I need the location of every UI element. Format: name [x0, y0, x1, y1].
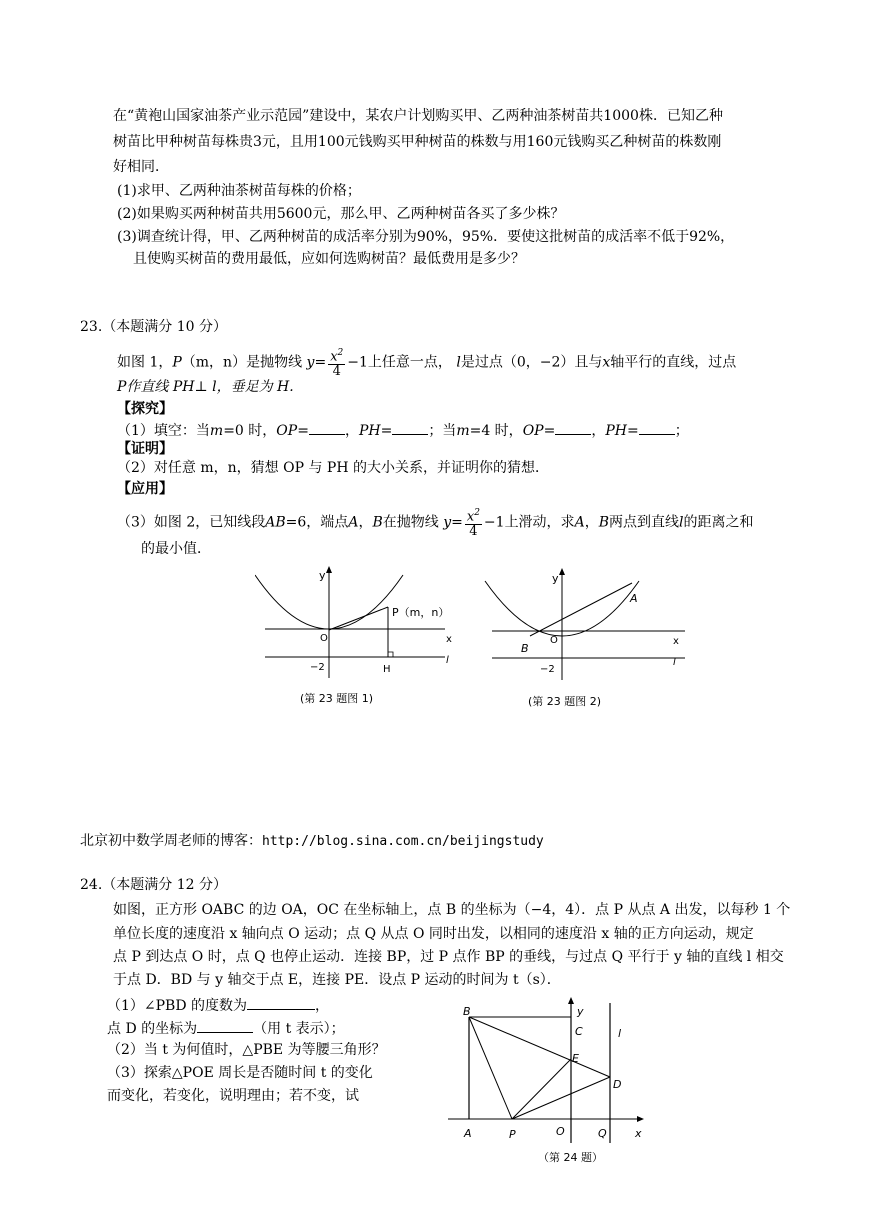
q23-fill-eq2: = [380, 423, 393, 439]
q23-apply-e: 上滑动，求 [504, 514, 575, 531]
fig24-label-O: O [556, 1125, 565, 1138]
fig1-label-y: y [319, 569, 326, 582]
q23-fill-b: =0 时， [223, 423, 277, 439]
q23-intro-d: 轴平行的直线，过点 [610, 354, 737, 371]
q23-frac-num: x [330, 349, 338, 365]
fig24-segment-PE [512, 1059, 571, 1119]
fig1-label-O: O [320, 633, 328, 644]
q23-frac-den: 4 [332, 364, 341, 380]
fig1-right-angle-icon [388, 652, 393, 657]
q23-apply-minus1: −1 [483, 514, 505, 531]
q23-fill-end: ； [674, 423, 689, 439]
q24-sub-1b [107, 1016, 345, 1041]
q23-intro-mn: （m，n）是抛物线 [181, 354, 303, 371]
blog-url[interactable]: http://blog.sina.com.cn/beijingstudy [262, 834, 544, 849]
q23-apply-B: B [372, 514, 383, 531]
q23-fraction [328, 346, 345, 379]
q23-apply-frac-num: x [466, 509, 475, 525]
fig1-label-x: x [446, 634, 452, 645]
q23-blank-PH1[interactable] [392, 418, 428, 435]
q23-minus1: −1 [347, 354, 368, 371]
q23-heading: 23.（本题满分 10 分） [80, 319, 227, 335]
q22-part-1: (1)求甲、乙两种油茶树苗每株的价格； [117, 183, 361, 199]
fig2-label-B: B [521, 642, 529, 655]
fig24-label-P: P [509, 1128, 516, 1141]
q23-apply-g: 的距离之和 [683, 514, 754, 531]
fig2-segment-AB [530, 583, 632, 636]
fig1-label-m2: −2 [310, 662, 325, 673]
q24-s1b: ， [315, 998, 330, 1014]
fig2-label-O: O [550, 635, 558, 646]
fig1-label-H: H [383, 664, 391, 675]
q24-s1a: （1）∠PBD 的度数为 [107, 998, 248, 1014]
fig24-label-D: D [613, 1078, 622, 1091]
q23-fill-eq4: = [626, 423, 639, 439]
q24-heading: 24.（本题满分 12 分） [80, 877, 227, 893]
q23-proof: （2）对任意 m，n，猜想 OP 与 PH 的大小关系，并证明你的猜想． [117, 460, 549, 476]
q23-blank-OP1[interactable] [309, 418, 345, 435]
fig24-label-x: x [635, 1127, 642, 1140]
blog-line [80, 830, 544, 853]
q23-intro-2: P作直线 PH⊥ l，垂足为 H. [117, 379, 294, 395]
q23-apply-AB: AB [265, 514, 286, 531]
q23-figure-2 [480, 563, 690, 683]
q23-fill-c1: ， [344, 423, 359, 439]
q22-line-1: 在“黄袍山国家油茶产业示范园”建设中，某农户计划购买甲、乙两种油茶树苗共1000株．已知乙种 [113, 108, 723, 124]
fig24-label-y: y [577, 1005, 584, 1018]
fig24-label-l: l [618, 1027, 622, 1040]
blog-label: 北京初中数学周老师的博客： [80, 833, 262, 849]
q23-apply [117, 506, 753, 539]
q24-blank-D[interactable] [197, 1016, 253, 1033]
q23-apply-A: A [348, 514, 359, 531]
fig2-y-arrow-icon [559, 568, 565, 575]
q23-apply-eq-sign: = [451, 514, 463, 531]
q24-blank-angle[interactable] [247, 993, 315, 1010]
q23-fill-PH2: PH [605, 423, 627, 439]
fig24-label-B: B [463, 1005, 471, 1018]
q23-intro-x: x [602, 354, 611, 371]
q23-apply-c: ， [358, 514, 373, 531]
fig24-label-C: C [575, 1025, 583, 1038]
q23-fill-d: ；当 [428, 423, 457, 439]
q24-line-1: 如图，正方形 OABC 的边 OA，OC 在坐标轴上，点 B 的坐标为（−4，4）．点 P 从点 A 出发，以每秒 1 个 [113, 902, 791, 918]
q23-intro-a: 如图 1， [117, 354, 173, 371]
q23-fig1-caption: (第 23 题图 1) [300, 692, 374, 705]
q23-apply-2: 的最小值． [141, 541, 211, 557]
q22-part-3a: (3)调查统计得，甲、乙两种树苗的成活率分别为90%，95%．要使这批树苗的成活率不低于92%， [117, 229, 735, 245]
q23-apply-f: 两点到直线 [608, 514, 679, 531]
q23-eq-sign: = [314, 354, 327, 371]
q23-fig2-caption: (第 23 题图 2) [528, 695, 602, 708]
q23-intro-b: 上任意一点， [367, 354, 452, 371]
q23-tag-proof: 【证明】 [117, 441, 173, 457]
q24-fig-caption: （第 24 题） [538, 1151, 603, 1164]
q23-apply-d: 在抛物线 [382, 514, 439, 531]
fig2-label-x: x [673, 636, 679, 647]
q24-s1d: （用 t 表示）； [253, 1021, 345, 1037]
q23-apply-c2: ， [584, 514, 599, 531]
q23-blank-OP2[interactable] [555, 418, 591, 435]
fig1-y-arrow-icon [326, 566, 332, 573]
q23-fill-c2: ， [591, 423, 606, 439]
q23-frac-sup: 2 [337, 348, 344, 358]
fig24-label-A: A [464, 1127, 472, 1140]
fig24-segment-PD [512, 1077, 610, 1119]
q23-fill-eq3: = [543, 423, 556, 439]
q22-part-3b: 且使购买树苗的费用最低，应如何选购树苗？最低费用是多少？ [133, 251, 525, 267]
q22-line-3: 好相同． [113, 159, 169, 175]
q24-sub-3b: 而变化，若变化，说明理由；若不变，试 [107, 1088, 359, 1104]
fig24-label-E: E [572, 1052, 579, 1065]
q24-s1c: 点 D 的坐标为 [107, 1021, 198, 1037]
q23-fill-e: =4 时， [469, 423, 523, 439]
q23-figure-1 [255, 563, 455, 681]
fig2-label-l: l [673, 657, 676, 668]
q23-fill-m4: m [456, 423, 470, 439]
q23-fill-eq1: = [297, 423, 309, 439]
q23-tag-apply: 【应用】 [117, 481, 173, 497]
q23-apply-b: =6，端点 [285, 514, 349, 531]
q23-apply-fraction [465, 506, 482, 539]
q23-fill-a: （1）填空：当 [117, 423, 210, 439]
q23-fill-m0: m [209, 423, 224, 439]
q23-tag-explore: 【探究】 [117, 401, 173, 417]
fig2-label-A: A [630, 592, 638, 605]
q23-intro-l: l [456, 354, 461, 371]
q22-part-2: (2)如果购买两种树苗共用5600元，那么甲、乙两种树苗各买了多少株？ [117, 206, 565, 222]
q23-intro [117, 346, 736, 379]
q22-line-2: 树苗比甲种树苗每株贵3元，且用100元钱购买甲种树苗的株数与用160元钱购买乙种树苗的株数刚 [113, 134, 722, 150]
q23-eq-y: y [306, 354, 315, 371]
q23-fill-PH1: PH [358, 423, 381, 439]
q24-figure [448, 993, 658, 1148]
fig24-y-arrow-icon [568, 997, 574, 1004]
q23-apply-eq-y: y [443, 514, 452, 531]
q24-line-4: 于点 D．BD 与 y 轴交于点 E，连接 PE．设点 P 运动的时间为 t（s）． [113, 972, 561, 988]
q23-fill-OP2: OP [522, 423, 544, 439]
q23-intro-P: P [172, 354, 182, 371]
q23-apply-B2: B [598, 514, 609, 531]
q24-sub-2: （2）当 t 为何值时，△PBE 为等腰三角形？ [107, 1042, 386, 1058]
q23-fill [117, 418, 689, 443]
q23-apply-frac-sup: 2 [474, 508, 480, 518]
fig1-label-l: l [446, 655, 449, 666]
q23-apply-A2: A [574, 514, 585, 531]
fig2-label-m2: −2 [540, 664, 555, 675]
fig2-label-y: y [552, 572, 559, 585]
q23-apply-a: （3）如图 2，已知线段 [117, 514, 266, 531]
q24-sub-3a: （3）探索△POE 周长是否随时间 t 的变化 [107, 1065, 373, 1081]
q24-line-3: 点 P 到达点 O 时，点 Q 也停止运动．连接 BP，过 P 点作 BP 的垂线，与过点 Q 平行于 y 轴的直线 l 相交 [113, 949, 784, 965]
fig1-label-P: P（m，n） [392, 606, 450, 619]
q24-sub-1a [107, 993, 329, 1018]
fig24-label-Q: Q [598, 1127, 607, 1140]
fig1-segment-OP [329, 607, 388, 630]
q23-fill-OP1: OP [276, 423, 298, 439]
fig24-x-arrow-icon [637, 1116, 644, 1122]
q23-apply-l: l [678, 514, 684, 531]
q23-blank-PH2[interactable] [639, 418, 675, 435]
q23-intro-c: 是过点（0，−2）且与 [460, 354, 603, 371]
q24-line-2: 单位长度的速度沿 x 轴向点 O 运动；点 Q 从点 O 同时出发，以相同的速度沿 x 轴的正方向运动，规定 [113, 926, 754, 942]
q23-apply-frac-den: 4 [469, 524, 478, 540]
